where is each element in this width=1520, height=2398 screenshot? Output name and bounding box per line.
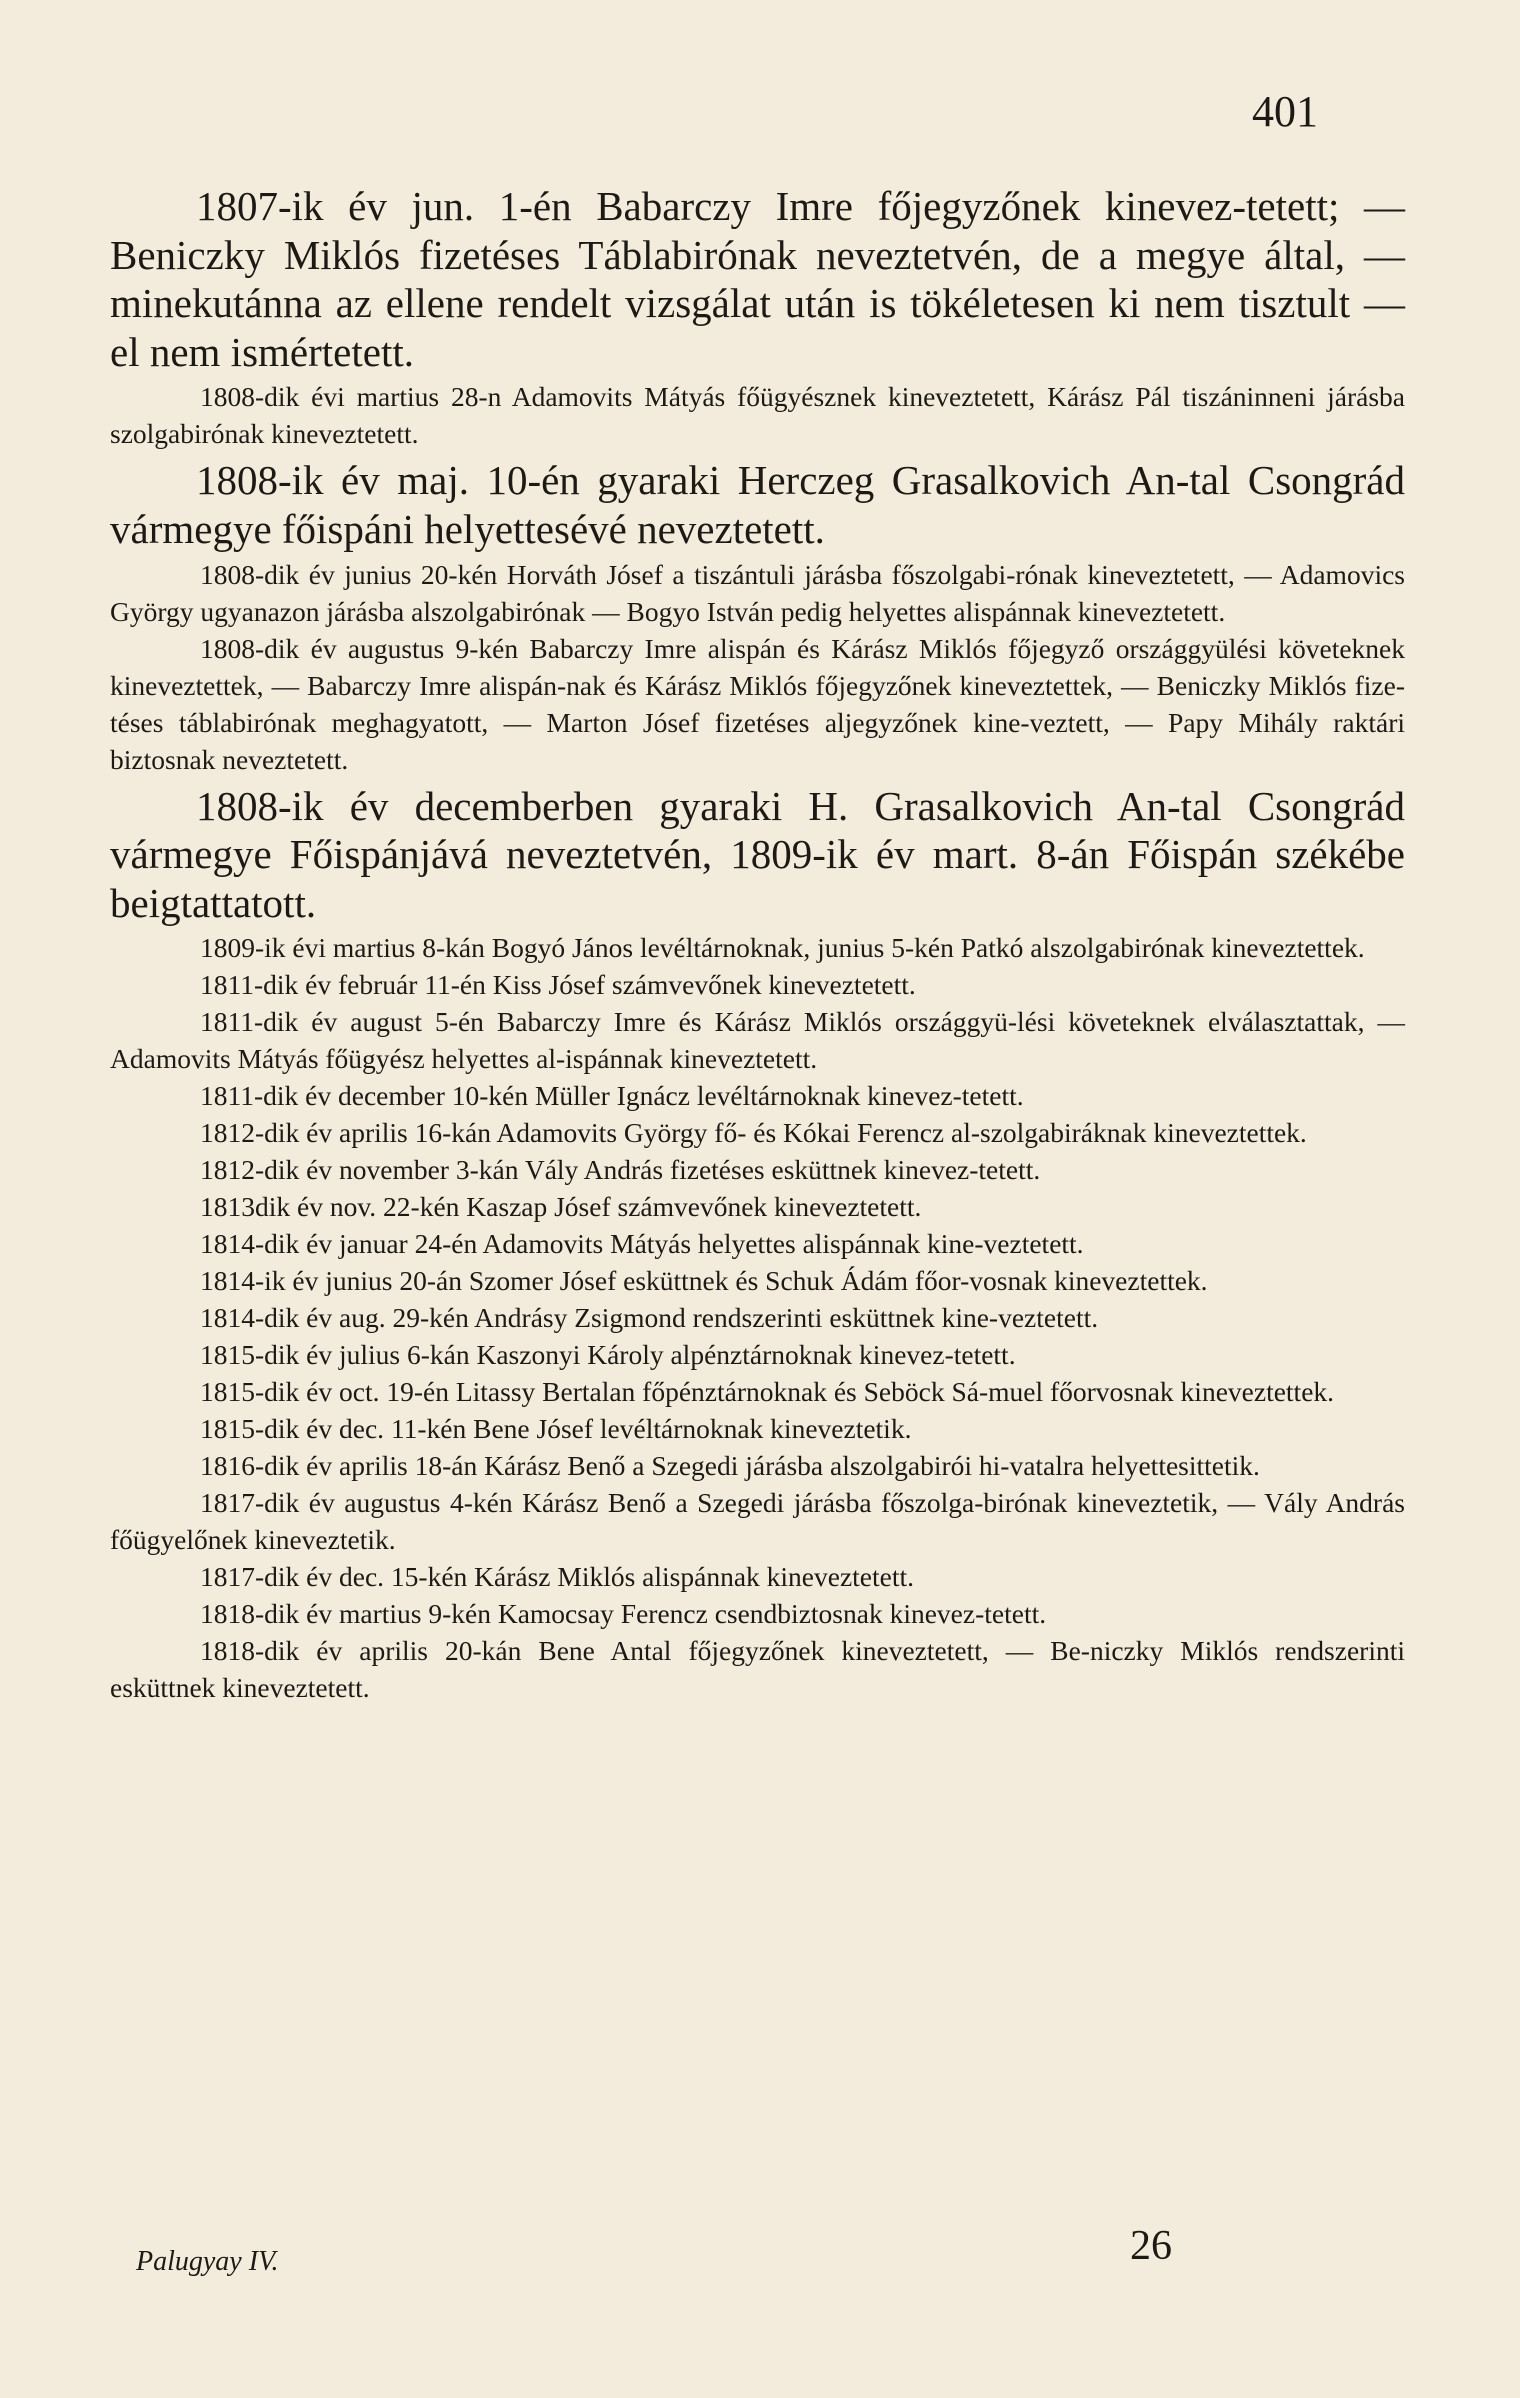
paragraph: 1814-dik év januar 24-én Adamovits Mátyás helyettes alispánnak kine-veztetett. bbox=[200, 1228, 1084, 1260]
paragraph: 1814-ik év junius 20-án Szomer Jósef esküttnek és Schuk Ádám főor-vosnak kineveztettek. bbox=[200, 1265, 1208, 1297]
page-number: 401 bbox=[1252, 87, 1318, 136]
paragraph: 1812-dik év aprilis 16-kán Adamovits György fő- és Kókai Ferencz al-szolgabiráknak kineveztettek. bbox=[200, 1117, 1307, 1149]
paragraph: 1812-dik év november 3-kán Vály András fizetéses esküttnek kinevez-tetett. bbox=[200, 1154, 1041, 1186]
paragraph: 1809-ik évi martius 8-kán Bogyó János levéltárnoknak, junius 5-kén Patkó alszolgabirónak kineveztettek. bbox=[200, 932, 1365, 964]
paragraph: 1813dik év nov. 22-kén Kaszap Jósef számvevőnek kineveztetett. bbox=[200, 1191, 922, 1223]
paragraph: 1811-dik év december 10-kén Müller Ignácz levéltárnoknak kinevez-tetett. bbox=[200, 1080, 1024, 1112]
paragraph: 1808-ik év decemberben gyaraki H. Grasalkovich An-tal Csongrád vármegye Főispánjává neveztetvén, 1809-ik év mart. 8-án Főispán székébe beigtattatott. bbox=[110, 782, 1405, 926]
paragraph: 1807-ik év jun. 1-én Babarczy Imre főjegyzőnek kinevez-tetett; — Beniczky Miklós fizetéses Táblabirónak neveztetvén, de a megye által, — minekutánna az ellene rendelt vizsgálat után is tökéletesen ki nem tisztult — el nem ismértetett. bbox=[110, 183, 1405, 375]
paragraph: 1815-dik év oct. 19-én Litassy Bertalan főpénztárnoknak és Seböck Sá-muel főorvosnak kineveztettek. bbox=[200, 1376, 1335, 1408]
paragraph: 1808-dik év junius 20-kén Horváth Jósef a tiszántuli járásba főszolgabi-rónak kineveztetett, — Adamovics György ugyanazon járásba alszolgabirónak — Bogyo István pedig helyettes alispánnak kineveztetett. bbox=[110, 558, 1405, 627]
paragraph: 1808-ik év maj. 10-én gyaraki Herczeg Grasalkovich An-tal Csongrád vármegye főispáni helyettesévé neveztetett. bbox=[110, 457, 1405, 552]
paragraph: 1818-dik év martius 9-kén Kamocsay Ferencz csendbiztosnak kinevez-tetett. bbox=[200, 1598, 1047, 1630]
paragraph: 1811-dik év február 11-én Kiss Jósef számvevőnek kineveztetett. bbox=[200, 969, 916, 1001]
paragraph: 1817-dik év dec. 15-kén Kárász Miklós alispánnak kineveztetett. bbox=[200, 1561, 915, 1593]
signature-mark: Palugyay IV. bbox=[136, 2246, 279, 2277]
paragraph: 1808-dik évi martius 28-n Adamovits Mátyás főügyésznek kineveztetett, Kárász Pál tiszáninneni járásba szolgabirónak kineveztetett. bbox=[110, 381, 1405, 450]
body-text bbox=[110, 182, 1405, 1706]
paragraph: 1815-dik év dec. 11-kén Bene Jósef levéltárnoknak kineveztetik. bbox=[200, 1413, 912, 1445]
paragraph: 1808-dik év augustus 9-kén Babarczy Imre alispán és Kárász Miklós főjegyző országgyülési követeknek kineveztettek, — Babarczy Imre alispán-nak és Kárász Miklós főjegyzőnek kineveztettek, — Beniczky Miklós fize-téses táblabirónak meghagyatott, — Marton Jósef fizetéses aljegyzőnek kine-veztett, — Papy Mihály raktári biztosnak neveztetett. bbox=[110, 632, 1405, 775]
paragraph: 1816-dik év aprilis 18-án Kárász Benő a Szegedi járásba alszolgabirói hi-vatalra helyettesittetik. bbox=[200, 1450, 1260, 1482]
paragraph: 1811-dik év august 5-én Babarczy Imre és Kárász Miklós országgyü-lési követeknek elválasztattak, — Adamovits Mátyás főügyész helyettes al-ispánnak kineveztetett. bbox=[110, 1006, 1405, 1075]
sheet-number: 26 bbox=[1130, 2223, 1172, 2269]
paragraph: 1818-dik év aprilis 20-kán Bene Antal főjegyzőnek kineveztetett, — Be-niczky Miklós rendszerinti esküttnek kineveztetett. bbox=[110, 1635, 1405, 1704]
paragraph: 1814-dik év aug. 29-kén Andrásy Zsigmond rendszerinti esküttnek kine-veztetett. bbox=[200, 1302, 1099, 1334]
paragraph: 1817-dik év augustus 4-kén Kárász Benő a Szegedi járásba főszolga-birónak kineveztetik, — Vály András főügyelőnek kineveztetik. bbox=[110, 1487, 1405, 1556]
paragraph: 1815-dik év julius 6-kán Kaszonyi Károly alpénztárnoknak kinevez-tetett. bbox=[200, 1339, 1016, 1371]
